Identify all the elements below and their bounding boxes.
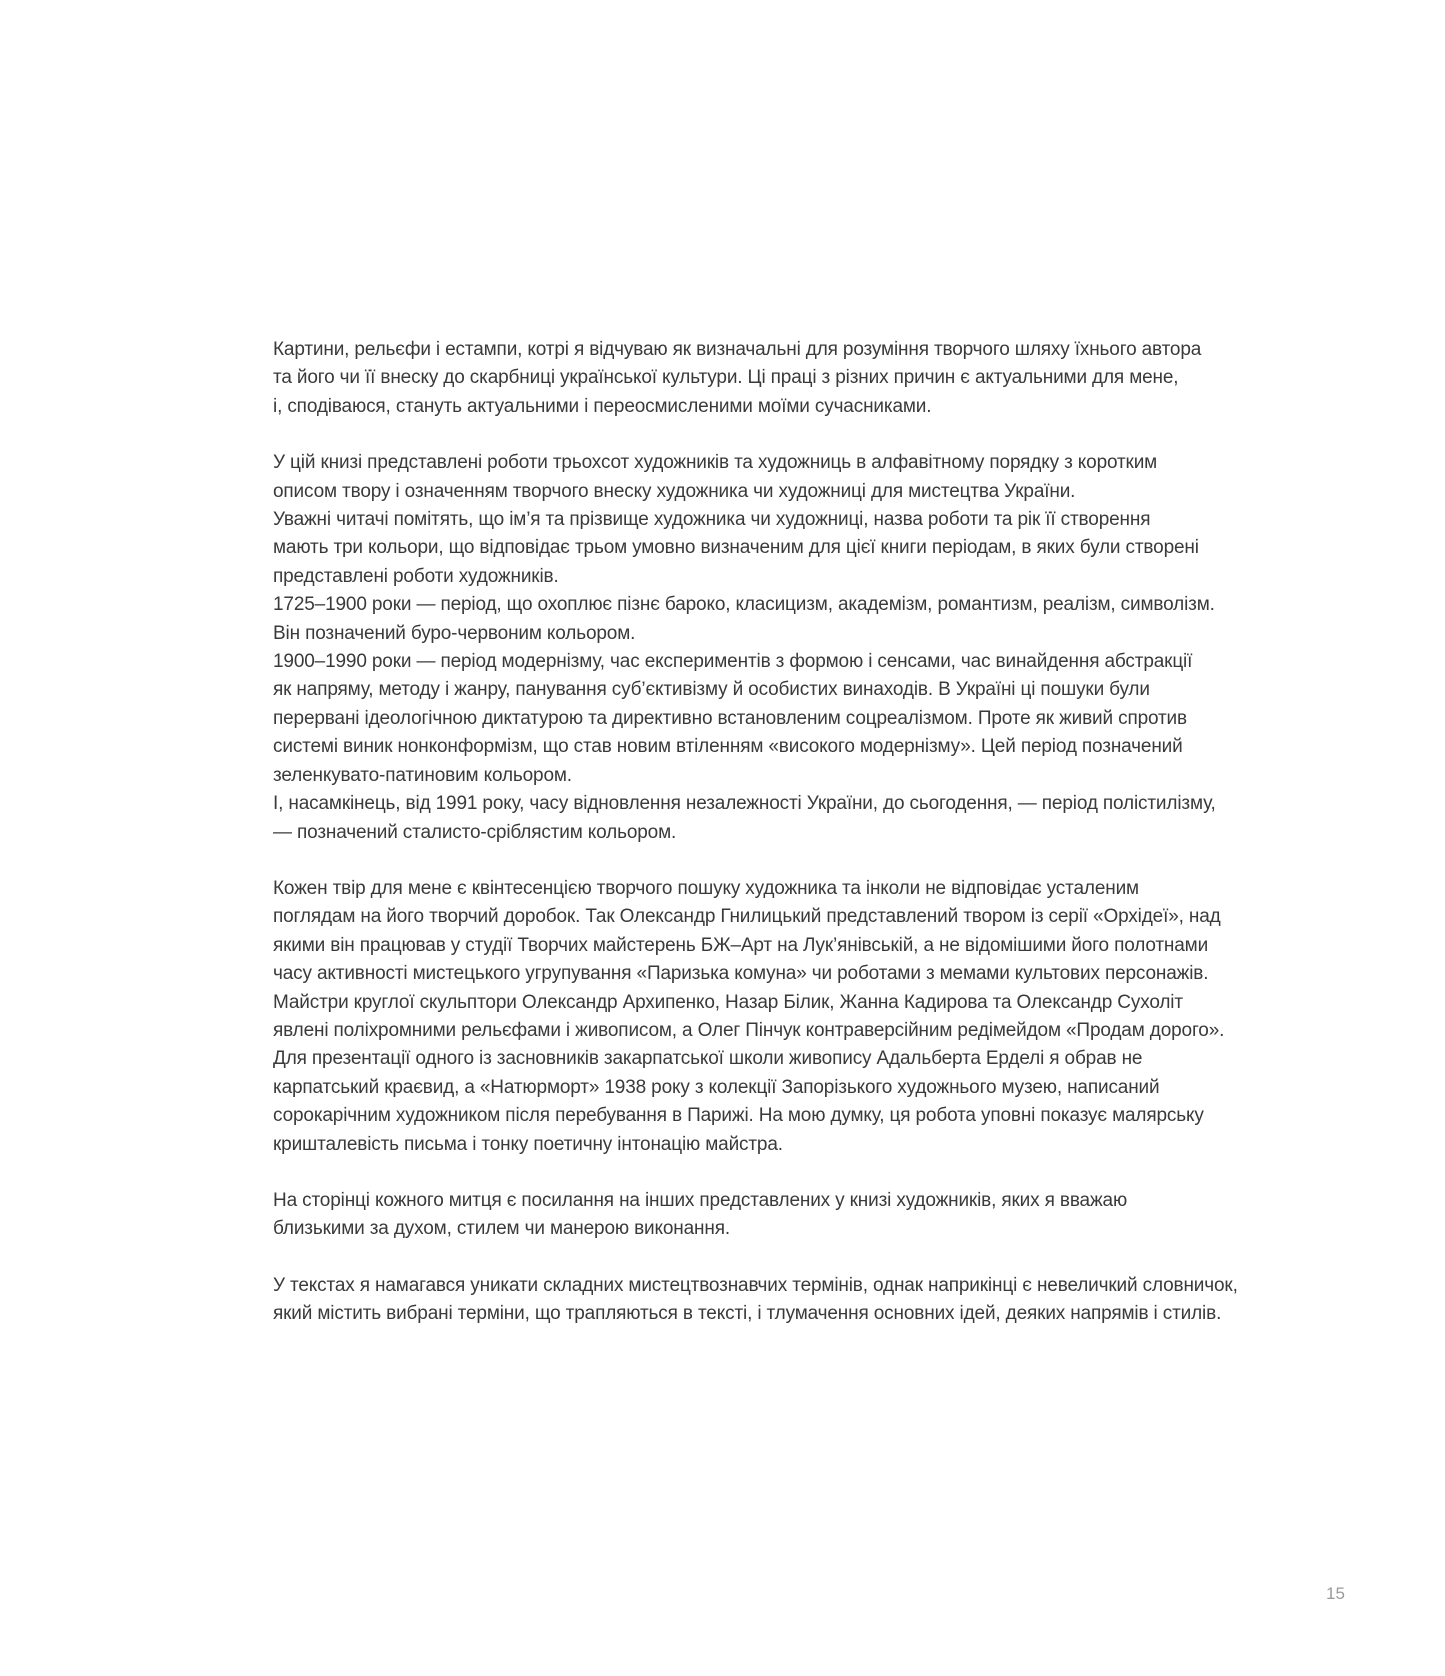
paragraph-glossary — [273, 1272, 1313, 1329]
text-line: представлені роботи художників. — [273, 565, 559, 587]
text-line: — позначений сталисто-сріблястим кольором. — [273, 821, 677, 843]
paragraph-intro — [273, 336, 1313, 421]
text-line: 1725–1900 роки — період, що охоплює пізнє бароко, класицизм, академізм, романтизм, реалізм, символізм. — [273, 594, 1215, 616]
text-line: який містить вибрані терміни, що трапляються в тексті, і тлумачення основних ідей, деяких напрямів і стилів. — [273, 1303, 1222, 1325]
text-line: карпатський краєвид, а «Натюрморт» 1938 року з колекції Запорізького художнього музею, написаний — [273, 1076, 1160, 1098]
text-line: перервані ідеологічною диктатурою та директивно встановленим соцреалізмом. Проте як живий спротив — [273, 707, 1187, 729]
text-line: У цій книзі представлені роботи трьохсот художників та художниць в алфавітному порядку з коротким — [273, 452, 1158, 474]
text-line: поглядам на його творчий доробок. Так Олександр Гнилицький представлений твором із серії «Орхідеї», над — [273, 906, 1221, 928]
paragraph-selection — [273, 875, 1313, 1159]
text-line: явлені поліхромними рельєфами і живописом, а Олег Пінчук контраверсійним редімейдом «Продам дорого». — [273, 1019, 1225, 1041]
text-line: та його чи її внеску до скарбниці української культури. Ці праці з різних причин є актуальними для мене, — [273, 367, 1179, 389]
text-line: близькими за духом, стилем чи манерою виконання. — [273, 1218, 731, 1240]
text-line: як напряму, методу і жанру, панування суб’єктивізму й особистих винаходів. В Україні ці пошуки були — [273, 679, 1150, 701]
text-line: зеленкувато-патиновим кольором. — [273, 764, 572, 786]
text-line: кришталевість письма і тонку поетичну інтонацію майстра. — [273, 1133, 783, 1155]
text-line: Кожен твір для мене є квінтесенцією творчого пошуку художника та інколи не відповідає усталеним — [273, 877, 1139, 899]
text-line: мають три кольори, що відповідає трьом умовно визначеним для цієї книги періодам, в яких були створені — [273, 537, 1199, 559]
text-line: Він позначений буро-червоним кольором. — [273, 622, 636, 644]
text-line: Уважні читачі помітять, що ім’я та прізвище художника чи художниці, назва роботи та рік її створення — [273, 509, 1151, 531]
text-line: якими він працював у студії Творчих майстерень БЖ–Арт на Лук’янівській, а не відомішими його полотнами — [273, 934, 1209, 956]
text-line: Картини, рельєфи і естампи, котрі я відчуваю як визначальні для розуміння творчого шляху їхнього автора — [273, 339, 1202, 360]
text-line: і, сподіваюся, стануть актуальними і переосмисленими моїми сучасниками. — [273, 395, 932, 417]
text-line: системі виник нонконформізм, що став новим втіленням «високого модернізму». Цей період позначений — [273, 736, 1183, 758]
text-line: Майстри круглої скульптори Олександр Архипенко, Назар Білик, Жанна Кадирова та Олександр Сухоліт — [273, 991, 1183, 1013]
text-line: І, насамкінець, від 1991 року, часу відновлення незалежності України, до сьогодення, — період полістилізму, — [273, 793, 1216, 815]
text-line: На сторінці кожного митця є посилання на інших представлених у книзі художників, яких я вважаю — [273, 1189, 1128, 1211]
page-number: 15 — [1326, 1584, 1345, 1603]
text-line: сорокарічним художником після перебування в Парижі. На мою думку, ця робота уповні показує малярську — [273, 1105, 1204, 1127]
text-line: 1900–1990 роки — період модернізму, час експериментів з формою і сенсами, час винайдення абстракції — [273, 651, 1193, 673]
paragraph-periods — [273, 449, 1313, 847]
paragraph-references — [273, 1187, 1313, 1244]
body-text — [273, 336, 1313, 1357]
text-line: часу активності мистецького угрупування «Паризька комуна» чи роботами з мемами культових персонажів. — [273, 963, 1209, 985]
text-line: У текстах я намагався уникати складних мистецтвознавчих термінів, однак наприкінці є невеличкий словничок, — [273, 1274, 1238, 1296]
text-line: описом твору і означенням творчого внеску художника чи художниці для мистецтва України. — [273, 480, 1076, 502]
text-line: Для презентації одного із засновників закарпатської школи живопису Адальберта Ерделі я обрав не — [273, 1048, 1143, 1070]
